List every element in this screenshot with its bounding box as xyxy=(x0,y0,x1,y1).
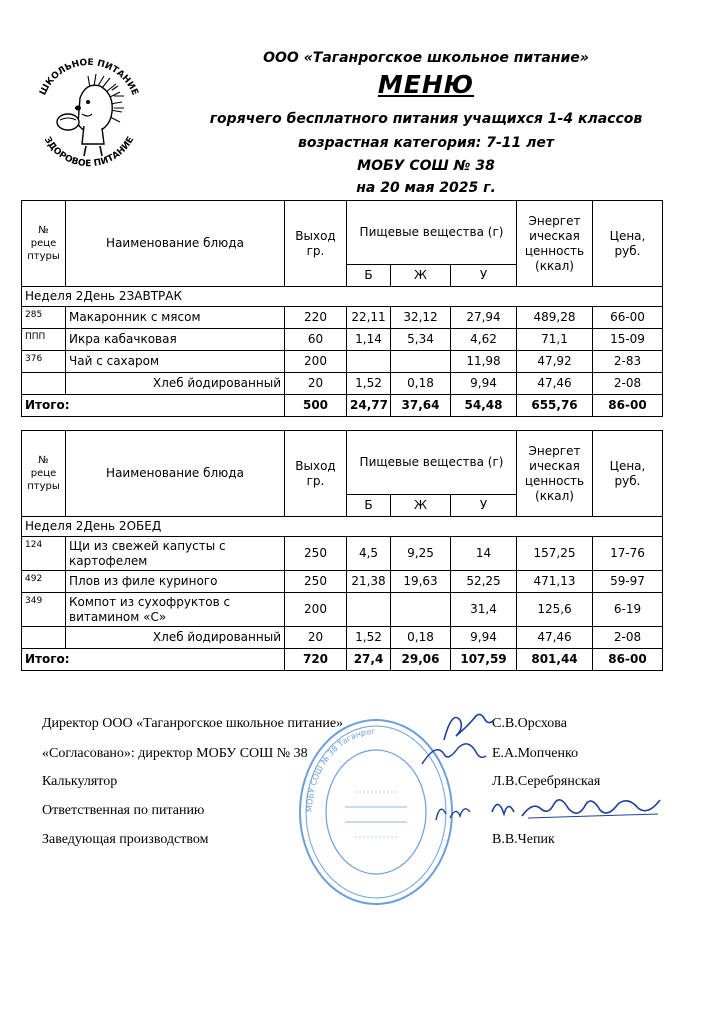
section-label-row xyxy=(22,517,663,537)
column-header-fat: Ж xyxy=(391,265,451,287)
column-header-recipe-no: № реце птуры xyxy=(22,201,66,287)
total-fat: 37,64 xyxy=(391,395,451,417)
dish-yield: 200 xyxy=(285,351,347,373)
recipe-no: 285 xyxy=(22,307,66,329)
total-carbs: 54,48 xyxy=(451,395,517,417)
table-header-row xyxy=(22,431,663,495)
organization-name: ООО «Таганрогское школьное питание» xyxy=(263,50,589,66)
signature-name: В.В.Чепик xyxy=(492,832,555,847)
dish-fat xyxy=(391,351,451,373)
total-price: 86-00 xyxy=(593,649,663,671)
column-header-protein: Б xyxy=(347,265,391,287)
document-title: МЕНЮ xyxy=(377,70,475,99)
dish-energy: 489,28 xyxy=(517,307,593,329)
dish-fat: 5,34 xyxy=(391,329,451,351)
recipe-no xyxy=(22,373,66,395)
section-label-row xyxy=(22,287,663,307)
column-header-carbs: У xyxy=(451,495,517,517)
table-row xyxy=(22,329,663,351)
signature-role: Заведующая производством xyxy=(42,832,209,847)
dish-price: 15-09 xyxy=(593,329,663,351)
table-row xyxy=(22,593,663,627)
signature-role: «Согласовано»: директор МОБУ СОШ № 38 xyxy=(42,746,308,761)
dish-yield: 220 xyxy=(285,307,347,329)
table-row xyxy=(22,627,663,649)
total-row xyxy=(22,649,663,671)
dish-price: 66-00 xyxy=(593,307,663,329)
dish-name: Компот из сухофруктов с витамином «С» xyxy=(66,593,285,627)
dish-fat xyxy=(391,593,451,627)
dish-yield: 250 xyxy=(285,571,347,593)
dish-name: Хлеб йодированный xyxy=(66,373,285,395)
hedgehog-chef-icon xyxy=(57,74,124,156)
dish-yield: 20 xyxy=(285,627,347,649)
column-header-nutrients: Пищевые вещества (г) xyxy=(347,431,517,495)
dish-protein: 1,52 xyxy=(347,627,391,649)
dish-carbs: 9,94 xyxy=(451,627,517,649)
dish-protein xyxy=(347,351,391,373)
section-label xyxy=(22,517,663,537)
dish-price: 59-97 xyxy=(593,571,663,593)
column-header-carbs: У xyxy=(451,265,517,287)
column-header-dish-name: Наименование блюда xyxy=(66,431,285,517)
column-header-fat: Ж xyxy=(391,495,451,517)
total-energy: 801,44 xyxy=(517,649,593,671)
column-header-price: Цена, руб. xyxy=(593,201,663,287)
meal-label: ОБЕД xyxy=(126,519,162,533)
school-name: МОБУ СОШ № 38 xyxy=(357,158,495,174)
dish-carbs: 9,94 xyxy=(451,373,517,395)
dish-carbs: 31,4 xyxy=(451,593,517,627)
menu-date: на 20 мая 2025 г. xyxy=(356,180,496,196)
meal-label: ЗАВТРАК xyxy=(126,289,182,303)
logo-text-top: ШКОЛЬНОЕ ПИТАНИЕ xyxy=(38,57,140,98)
dish-name: Икра кабачковая xyxy=(66,329,285,351)
column-header-yield: Выход гр. xyxy=(285,431,347,517)
recipe-no xyxy=(22,627,66,649)
age-category: возрастная категория: 7-11 лет xyxy=(297,135,555,151)
dish-energy: 471,13 xyxy=(517,571,593,593)
dish-yield: 250 xyxy=(285,537,347,571)
dish-yield: 60 xyxy=(285,329,347,351)
table-row xyxy=(22,351,663,373)
total-energy: 655,76 xyxy=(517,395,593,417)
total-label: Итого: xyxy=(22,649,285,671)
dish-name: Хлеб йодированный xyxy=(66,627,285,649)
dish-fat: 19,63 xyxy=(391,571,451,593)
total-price: 86-00 xyxy=(593,395,663,417)
dish-fat: 32,12 xyxy=(391,307,451,329)
dish-price: 2-08 xyxy=(593,627,663,649)
total-protein: 27,4 xyxy=(347,649,391,671)
lunch-table xyxy=(21,430,663,671)
dish-fat: 0,18 xyxy=(391,373,451,395)
stamp-text: МОБУ СОШ № 38 Таганрог xyxy=(304,726,376,813)
dish-energy: 157,25 xyxy=(517,537,593,571)
total-label: Итого: xyxy=(22,395,285,417)
table-row xyxy=(22,571,663,593)
company-logo xyxy=(28,46,150,178)
week-label: Неделя 2 xyxy=(25,519,84,533)
dish-fat: 0,18 xyxy=(391,627,451,649)
table-row xyxy=(22,373,663,395)
logo-text-bottom: ЗДОРОВОЕ ПИТАНИЕ xyxy=(41,135,137,170)
column-header-energy: Энергет ическая ценность (ккал) xyxy=(517,431,593,517)
table-row xyxy=(22,537,663,571)
total-yield: 500 xyxy=(285,395,347,417)
dish-energy: 47,46 xyxy=(517,627,593,649)
dish-energy: 47,46 xyxy=(517,373,593,395)
dish-protein: 22,11 xyxy=(347,307,391,329)
dish-energy: 71,1 xyxy=(517,329,593,351)
breakfast-table xyxy=(21,200,663,417)
total-protein: 24,77 xyxy=(347,395,391,417)
dish-price: 2-08 xyxy=(593,373,663,395)
dish-price: 2-83 xyxy=(593,351,663,373)
total-fat: 29,06 xyxy=(391,649,451,671)
dish-price: 6-19 xyxy=(593,593,663,627)
signature-role: Ответственная по питанию xyxy=(42,803,205,818)
week-label: Неделя 2 xyxy=(25,289,84,303)
dish-yield: 20 xyxy=(285,373,347,395)
dish-carbs: 52,25 xyxy=(451,571,517,593)
dish-protein: 1,14 xyxy=(347,329,391,351)
dish-carbs: 14 xyxy=(451,537,517,571)
dish-name: Плов из филе куриного xyxy=(66,571,285,593)
section-label xyxy=(22,287,663,307)
dish-energy: 47,92 xyxy=(517,351,593,373)
recipe-no: 492 xyxy=(22,571,66,593)
table-header-row xyxy=(22,201,663,265)
column-header-recipe-no: № реце птуры xyxy=(22,431,66,517)
signature-role: Директор ООО «Таганрогское школьное питание» xyxy=(42,716,344,731)
signature-name: Е.А.Мопченко xyxy=(492,746,579,761)
column-header-price: Цена, руб. xyxy=(593,431,663,517)
recipe-no: ППП xyxy=(22,329,66,351)
handwritten-signature xyxy=(488,790,664,826)
dish-energy: 125,6 xyxy=(517,593,593,627)
signature-name: Л.В.Серебрянская xyxy=(492,774,601,789)
recipe-no: 124 xyxy=(22,537,66,571)
menu-description: горячего бесплатного питания учащихся 1-4 классов xyxy=(209,111,643,127)
day-label: День 2 xyxy=(83,519,127,533)
column-header-dish-name: Наименование блюда xyxy=(66,201,285,287)
dish-carbs: 4,62 xyxy=(451,329,517,351)
dish-name: Щи из свежей капусты с картофелем xyxy=(66,537,285,571)
dish-protein xyxy=(347,593,391,627)
dish-fat: 9,25 xyxy=(391,537,451,571)
dish-name: Чай с сахаром xyxy=(66,351,285,373)
dish-price: 17-76 xyxy=(593,537,663,571)
dish-carbs: 27,94 xyxy=(451,307,517,329)
column-header-nutrients: Пищевые вещества (г) xyxy=(347,201,517,265)
signature-role: Калькулятор xyxy=(42,774,118,789)
total-row xyxy=(22,395,663,417)
recipe-no: 376 xyxy=(22,351,66,373)
recipe-no: 349 xyxy=(22,593,66,627)
dish-protein: 4,5 xyxy=(347,537,391,571)
signature-name: С.В.Орсхова xyxy=(492,716,567,731)
column-header-yield: Выход гр. xyxy=(285,201,347,287)
dish-protein: 21,38 xyxy=(347,571,391,593)
total-yield: 720 xyxy=(285,649,347,671)
column-header-energy: Энергет ическая ценность (ккал) xyxy=(517,201,593,287)
dish-carbs: 11,98 xyxy=(451,351,517,373)
column-header-protein: Б xyxy=(347,495,391,517)
handwritten-signature xyxy=(418,734,488,770)
dish-protein: 1,52 xyxy=(347,373,391,395)
day-label: День 2 xyxy=(83,289,127,303)
total-carbs: 107,59 xyxy=(451,649,517,671)
dish-yield: 200 xyxy=(285,593,347,627)
dish-name: Макаронник с мясом xyxy=(66,307,285,329)
table-row xyxy=(22,307,663,329)
